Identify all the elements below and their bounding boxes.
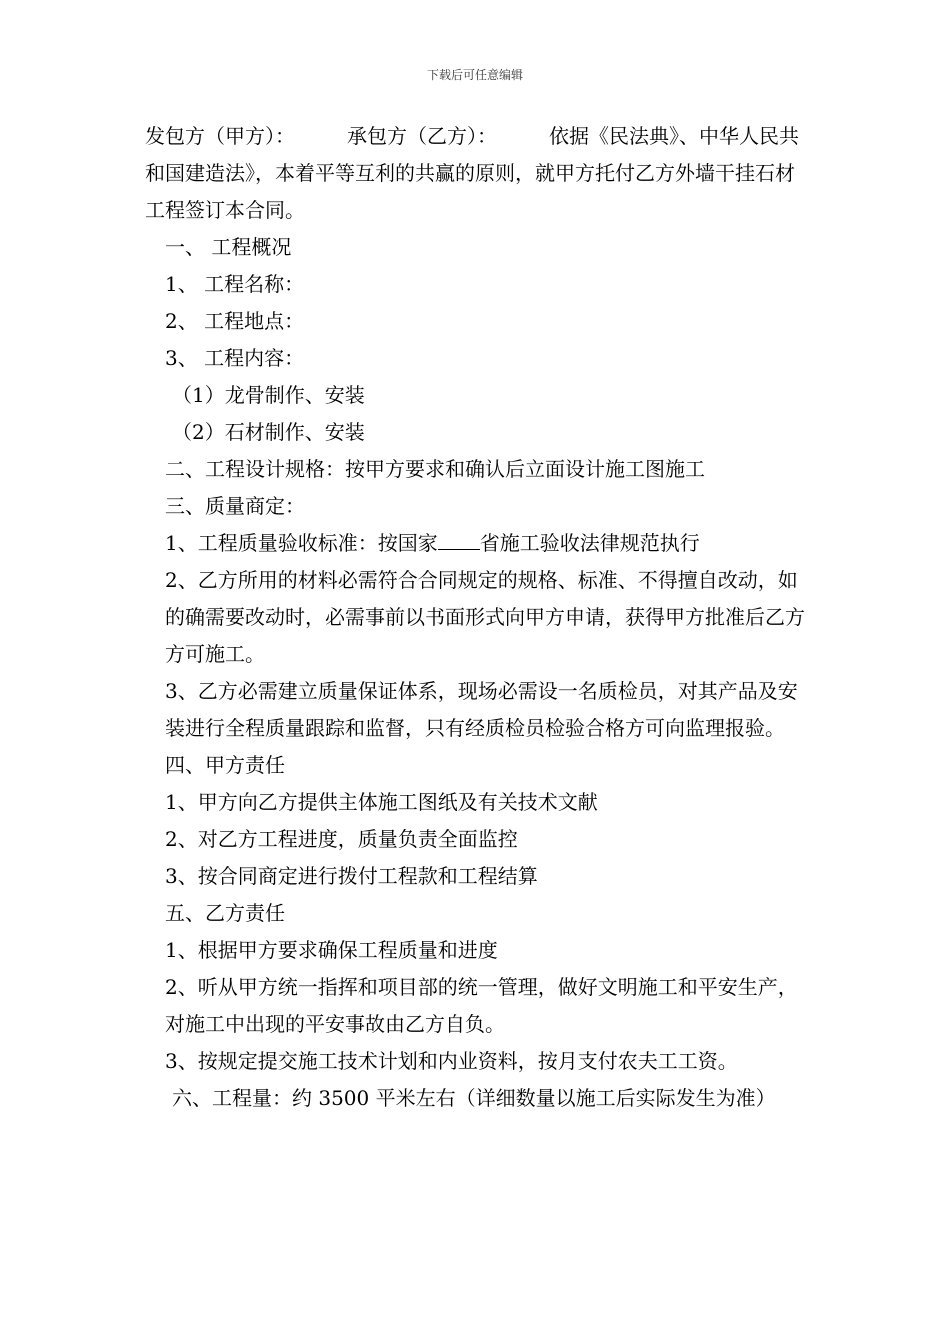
section-3-item-1 xyxy=(145,525,810,562)
section-5-item-3: 3、按规定提交施工技术计划和内业资料，按月支付农夫工工资。 xyxy=(165,1049,738,1073)
section-3-item-1-before: 1、工程质量验收标准：按国家 xyxy=(165,531,438,555)
section-3-item-3: 3、乙方必需建立质量保证体系，现场必需设一名质检员，对其产品及安装进行全程质量跟踪和监督，只有经质检员检验合格方可向监理报验。 xyxy=(165,679,798,740)
party-b-label: 承包方（乙方）： xyxy=(347,124,497,148)
contract-body xyxy=(145,118,810,1117)
section-1-item-1: 1、 工程名称： xyxy=(165,272,305,296)
section-1-item-2: 2、 工程地点： xyxy=(165,309,305,333)
section-2-title: 二、工程设计规格：按甲方要求和确认后立面设计施工图施工 xyxy=(165,457,705,481)
section-5-title: 五、乙方责任 xyxy=(165,901,285,925)
section-4-item-2: 2、对乙方工程进度，质量负责全面监控 xyxy=(165,827,518,851)
section-5-item-1: 1、根据甲方要求确保工程质量和进度 xyxy=(165,938,498,962)
section-3-item-1-after: 省施工验收法律规范执行 xyxy=(479,531,700,555)
section-5-item-2: 2、听从甲方统一指挥和项目部的统一管理，做好文明施工和平安生产，对施工中出现的平安事故由乙方自负。 xyxy=(165,975,798,1036)
section-4-title: 四、甲方责任 xyxy=(165,753,285,777)
section-4-item-3: 3、按合同商定进行拨付工程款和工程结算 xyxy=(165,864,538,888)
page-header-note: 下载后可任意编辑 xyxy=(426,68,523,82)
section-3-item-2: 2、乙方所用的材料必需符合合同规定的规格、标准、不得擅自改动，如的确需要改动时，必需事前以书面形式向甲方申请，获得甲方批准后乙方方可施工。 xyxy=(165,568,805,666)
section-6-title: 六、工程量：约 3500 平米左右（详细数量以施工后实际发生为准） xyxy=(172,1086,776,1110)
section-1-item-3: 3、 工程内容： xyxy=(165,346,305,370)
party-a-label: 发包方（甲方）： xyxy=(145,124,295,148)
section-1-sub-1: （1）龙骨制作、安装 xyxy=(172,383,365,407)
blank-line xyxy=(438,527,480,550)
section-1-title: 一、 工程概况 xyxy=(165,235,292,259)
section-1-sub-2: （2）石材制作、安装 xyxy=(172,420,365,444)
intro-text: 依据《民法典》、中华人民共和国建造法》，本着平等互利的共赢的原则，就甲方托付乙方外墙干挂石材工程签订本合同。 xyxy=(145,124,799,222)
section-4-item-1: 1、甲方向乙方提供主体施工图纸及有关技术文献 xyxy=(165,790,598,814)
section-3-title: 三、质量商定： xyxy=(165,494,305,518)
intro-paragraph xyxy=(145,118,810,229)
